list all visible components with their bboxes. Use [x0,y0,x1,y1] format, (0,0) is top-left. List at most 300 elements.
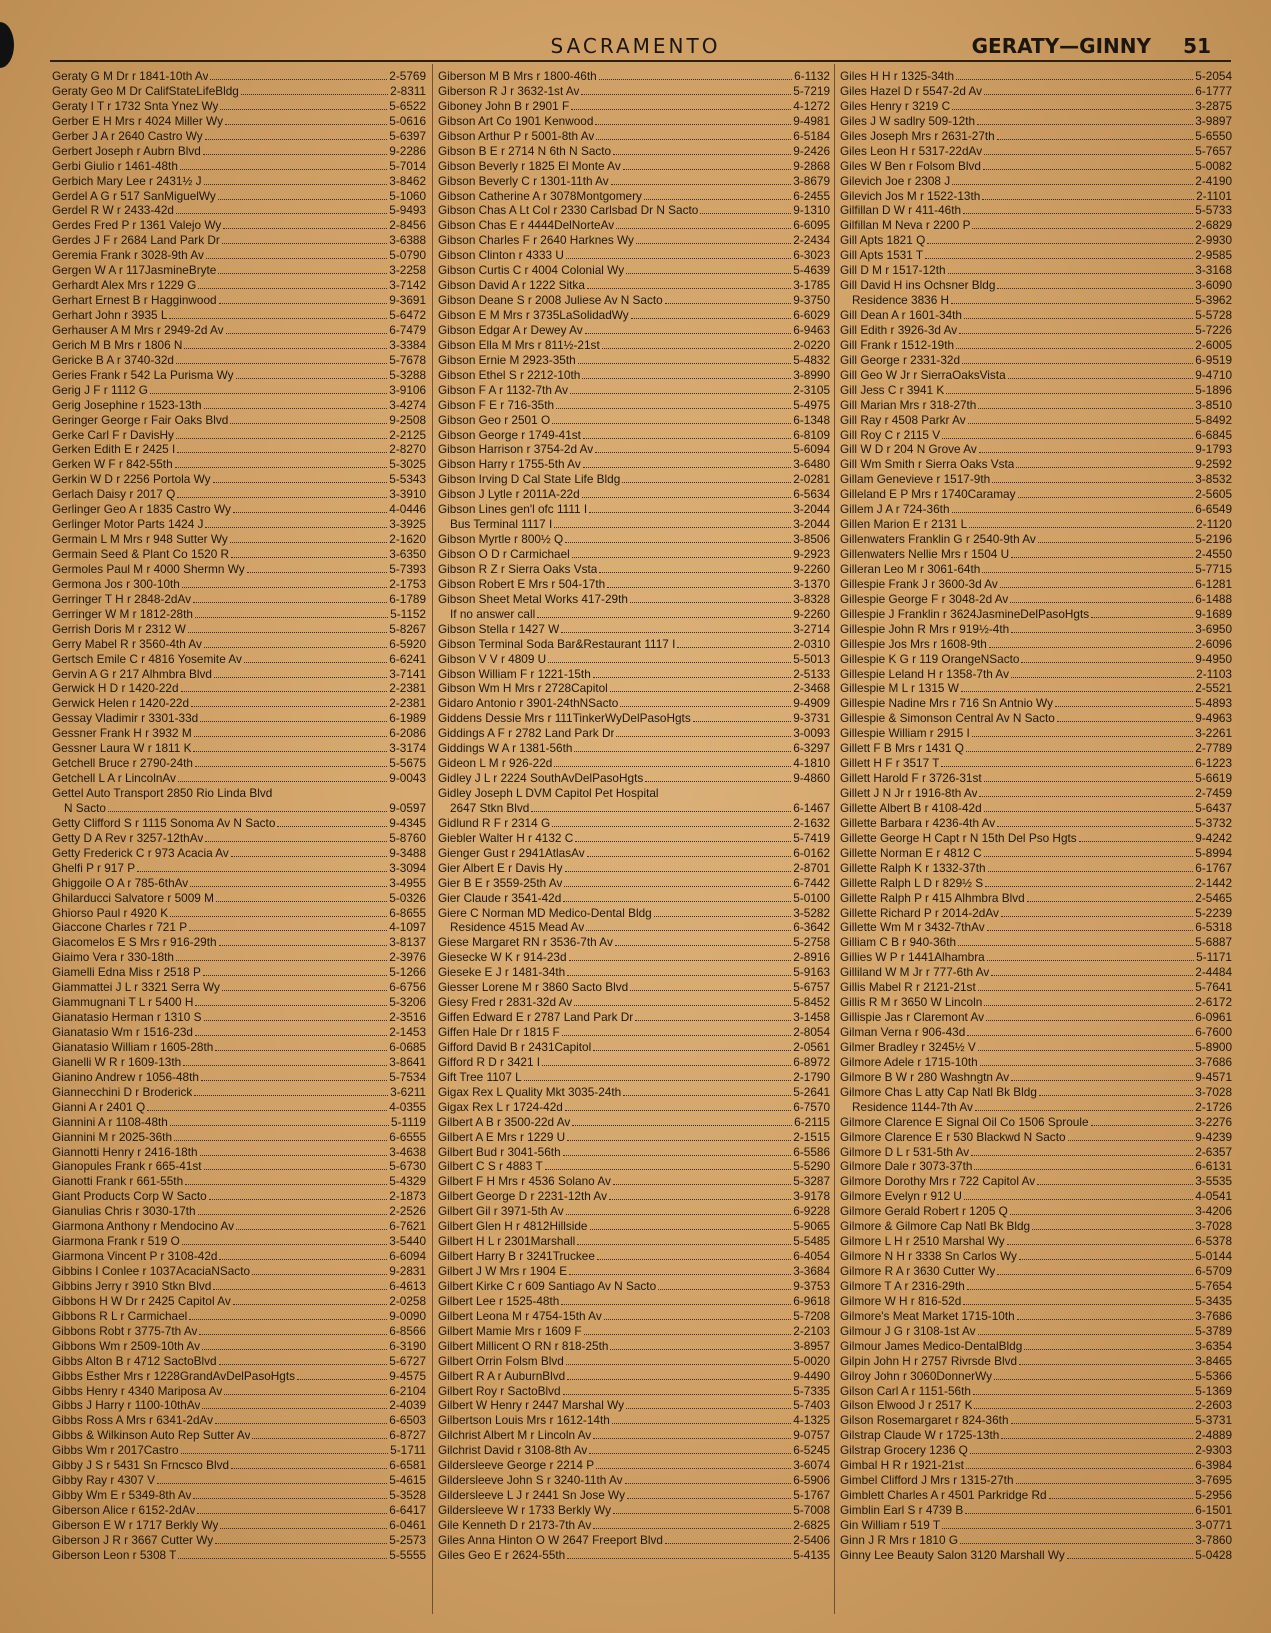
leader-dots [584,1334,792,1335]
leader-dots [231,557,387,558]
listing-entry [438,353,830,368]
listing-entry [52,1055,426,1070]
phone-number: 3-6388 [389,233,426,248]
listing-name: Gildersleeve John S r 3240-11th Av [438,1473,623,1488]
leader-dots [1010,1214,1193,1215]
listing-name: Gianni A r 2401 Q [52,1099,146,1114]
listing-name: Gillen Marion E r 2131 L [840,517,968,532]
phone-number: 6-6549 [1195,502,1232,517]
listing-entry [438,846,830,861]
phone-number: 2-7459 [1195,786,1232,800]
phone-number: 4-1272 [793,98,830,113]
phone-number: 2-6096 [1195,636,1232,651]
listing-entry [840,1055,1232,1070]
leader-dots [542,1065,791,1066]
phone-number: 3-9178 [793,1189,830,1204]
listing-name: Gill Jess C r 3941 K [840,382,945,397]
listing-entry [52,1384,426,1399]
listing-entry [438,1219,830,1234]
listing-entry [52,278,426,293]
phone-number: 5-6522 [389,98,426,113]
phone-number: 3-7686 [1195,1308,1232,1323]
listing-name: Gillenwaters Nellie Mrs r 1504 U [840,547,1010,561]
phone-number: 3-8990 [793,367,830,382]
phone-number: 5-0790 [389,248,426,263]
leader-dots [183,1065,387,1066]
phone-number: 2-1726 [1195,1099,1232,1114]
listing-name: Gibbs Ross A Mrs r 6341-2dAv [52,1413,214,1428]
leader-dots [236,378,388,379]
leader-dots [956,79,1193,80]
listing-name: Gibson Ella M Mrs r 811½-21st [438,337,600,352]
listing-entry [438,189,830,204]
listing-entry [840,1279,1232,1294]
leader-dots [204,184,388,185]
leader-dots [174,1140,387,1141]
listing-entry [438,114,830,129]
listing-entry [438,69,830,84]
listing-entry [52,353,426,368]
phone-number: 5-0616 [389,113,426,128]
listing-name: Gilbert Roy r SactoBlvd [438,1383,561,1398]
leader-dots [626,1408,791,1409]
listing-name: Gibson F A r 1132-7th Av [438,382,569,397]
listing-name: Gilbert J W Mrs r 1904 E [438,1264,568,1278]
listing-entry [52,84,426,99]
leader-dots [190,886,387,887]
leader-dots [962,363,1193,364]
leader-dots [970,1453,1193,1454]
listing-entry [438,1428,830,1443]
listing-entry [438,696,830,711]
leader-dots [180,169,387,170]
listing-name: Residence 3836 H [852,293,950,308]
listing-name: Giddens Dessie Mrs r 111TinkerWyDelPasoHgts [438,711,691,726]
listing-entry [52,338,426,353]
phone-number: 3-3168 [1195,263,1232,278]
leader-dots [960,1543,1193,1544]
phone-number: 5-7534 [389,1069,426,1084]
listing-entry [52,1264,426,1279]
listing-entry [840,891,1232,906]
phone-number: 6-2455 [793,188,830,203]
listing-entry [52,1025,426,1040]
listing-entry [840,1234,1232,1249]
phone-number: 6-3190 [389,1338,426,1353]
listing-name: Gilmore Dorothy Mrs r 722 Capitol Av [840,1174,1036,1189]
phone-number: 9-2831 [389,1264,426,1278]
phone-number: 2-9930 [1195,233,1232,248]
listing-name: Gilmore & Gilmore Cap Natl Bk Bldg [840,1219,1031,1234]
leader-dots [942,1528,1193,1529]
leader-dots [537,617,791,618]
leader-dots [1038,542,1193,543]
leader-dots [219,1259,387,1260]
listing-name: Geremia Frank r 3028-9th Av [52,248,204,263]
leader-dots [593,1528,791,1529]
leader-dots [184,348,387,349]
leader-dots [108,811,387,812]
listing-entry [52,1145,426,1160]
leader-dots [984,154,1193,155]
listing-name: Giberson R J r 3632-1st Av [438,83,580,98]
listing-entry [840,681,1232,696]
phone-number: 5-8760 [389,830,426,845]
listing-entry [52,1279,426,1294]
listing-name: Gerken Edith E r 2425 I [52,442,176,457]
phone-number: 5-4615 [389,1473,426,1488]
listing-entry [52,1533,426,1548]
phone-number: 9-2286 [389,143,426,158]
listing-entry [438,1100,830,1115]
leader-dots [193,751,387,752]
listing-name: Gibson Ethel S r 2212-10th [438,367,581,382]
listing-name: Gimblin Earl S r 4739 B [840,1503,964,1517]
listing-entry [840,1488,1232,1503]
listing-entry [52,442,426,457]
leader-dots [218,199,387,200]
phone-number: 6-1348 [793,412,830,427]
leader-dots [571,109,791,110]
leader-dots [665,1543,791,1544]
phone-number: 3-6074 [793,1458,830,1473]
phone-number: 5-0082 [1195,158,1232,173]
leader-dots [205,527,387,528]
leader-dots [980,1065,1194,1066]
listing-entry [52,517,426,532]
leader-dots [147,1110,387,1111]
leader-dots [992,482,1193,483]
listing-entry [438,652,830,667]
listing-name: Gibson Ernie M 2923-35th [438,352,576,367]
phone-number: 9-1793 [1195,442,1232,457]
phone-number: 5-3287 [793,1174,830,1189]
phone-number: 2-2381 [389,696,426,711]
leader-dots [979,452,1193,453]
listing-entry [52,876,426,891]
leader-dots [157,1483,387,1484]
listing-entry [52,577,426,592]
phone-number: 9-4239 [1195,1129,1232,1144]
listing-name: Gibson O D r Carmichael [438,547,570,561]
phone-number: 6-8727 [389,1428,426,1443]
listing-entry [52,711,426,726]
listing-name: Gillespie Leland H r 1358-7th Av [840,666,1009,681]
phone-number: 2-7789 [1195,741,1232,756]
listing-name: Gianulias Chris r 3030-17th [52,1204,196,1219]
listing-entry [52,413,426,428]
listing-entry [438,532,830,547]
listing-entry [52,532,426,547]
leader-dots [1049,1498,1194,1499]
listing-name: Ginn J R Mrs r 1810 G [840,1532,959,1547]
phone-number: 2-2381 [389,681,426,696]
listing-entry [840,1369,1232,1384]
listing-entry [438,995,830,1010]
listing-name: Germoles Paul M r 4000 Shermn Wy [52,561,245,576]
listing-entry [840,1473,1232,1488]
phone-number: 3-6350 [389,547,426,561]
listing-entry [840,278,1232,293]
phone-number: 2-1790 [793,1069,830,1084]
leader-dots [216,901,387,902]
listing-entry [840,174,1232,189]
leader-dots [984,781,1194,782]
listing-name: Gibbs Alton B r 4712 SactoBlvd [52,1353,217,1368]
listing-entry [52,592,426,607]
listing-entry [840,398,1232,413]
listing-entry [52,233,426,248]
leader-dots [1067,1558,1193,1559]
listing-entry [438,1010,830,1025]
leader-dots [593,1050,791,1051]
phone-number: 2-6005 [1195,337,1232,352]
phone-number: 2-0281 [793,472,830,487]
leader-dots [1068,1140,1194,1141]
listing-entry [52,1085,426,1100]
header-rule [50,60,1231,62]
leader-dots [977,124,1193,125]
leader-dots [231,856,387,857]
listing-entry [438,1384,830,1399]
listing-entry [52,786,426,801]
phone-number: 6-1281 [1195,576,1232,591]
listing-entry [840,144,1232,159]
listing-entry [840,1025,1232,1040]
listing-name: Giaimo Vera r 330-18th [52,950,174,965]
listing-entry [52,1503,426,1518]
leader-dots [566,258,791,259]
listing-entry [840,1384,1232,1399]
leader-dots [552,826,791,827]
listing-name: Gessner Frank H r 3932 M [52,726,192,741]
leader-dots [176,438,387,439]
leader-dots [170,916,387,917]
phone-number: 3-1370 [793,576,830,591]
leader-dots [219,303,388,304]
leader-dots [176,213,387,214]
listing-entry [52,428,426,443]
listing-entry [438,1339,830,1354]
listing-name: Gibson Chas E r 4444DelNorteAv [438,218,615,233]
listing-entry [52,248,426,263]
leader-dots [572,557,791,558]
phone-number: 5-6094 [793,442,830,457]
listing-entry [840,577,1232,592]
listing-name: Gibbins I Conlee r 1037AcaciaNSacto [52,1264,251,1278]
phone-number: 9-0090 [389,1308,426,1323]
listing-name: Giannini M r 2025-36th [52,1129,173,1144]
listing-entry [840,846,1232,861]
phone-number: 5-1266 [389,965,426,980]
listing-entry [840,203,1232,218]
listing-entry [840,876,1232,891]
leader-dots [231,1468,387,1469]
listing-name: Gill Apts 1531 T [840,248,924,263]
listing-entry [840,726,1232,741]
leader-dots [987,960,1194,961]
phone-number: 6-1789 [389,591,426,606]
listing-entry [438,472,830,487]
phone-number: 9-4345 [389,815,426,830]
phone-number: 9-4710 [1195,367,1232,382]
listing-entry [840,69,1232,84]
leader-dots [1091,1125,1194,1126]
listing-name: Gilbert Gil r 3971-5th Av [438,1204,564,1219]
listing-entry [438,801,830,816]
listing-name: Gilbert Orrin Folsm Blvd [438,1353,564,1368]
listing-name: Gilpin John H r 2757 Rivrsde Blvd [840,1353,1018,1368]
phone-number: 5-5343 [389,472,426,487]
listing-name: Giles Leon H r 5317-22dAv [840,143,983,158]
listing-name: Gilmour J G r 3108-1st Av [840,1323,976,1338]
phone-number: 2-4190 [1195,173,1232,188]
listing-name: Residence 4515 Mead Av [450,920,585,935]
leader-dots [252,1438,387,1439]
listing-entry [52,1443,426,1458]
leader-dots [567,1140,791,1141]
listing-entry [840,1324,1232,1339]
listing-entry [438,338,830,353]
phone-number: 6-9519 [1195,352,1232,367]
leader-dots [636,243,791,244]
leader-dots [176,363,387,364]
listing-entry [840,189,1232,204]
leader-dots [1008,378,1194,379]
phone-number: 5-7335 [793,1383,830,1398]
leader-dots [545,1169,792,1170]
phone-number: 2-5465 [1195,890,1232,905]
listing-name: Gerdes Fred P r 1361 Valejo Wy [52,218,222,233]
listing-name: Gidlund R F r 2314 G [438,815,551,830]
leader-dots [233,1304,387,1305]
listing-entry [840,1174,1232,1189]
leader-dots [220,1528,387,1529]
leader-dots [193,602,387,603]
leader-dots [644,199,791,200]
listing-name: Gerhart John r 3935 L [52,308,168,322]
phone-number: 5-5013 [793,651,830,666]
phone-number: 6-9463 [793,322,830,337]
listing-name: Gillam Genevieve r 1517-9th [840,472,991,487]
listing-name: Gilbert Glen H r 4812Hillside [438,1219,588,1234]
listing-name: Gillett H F r 3517 T [840,756,940,771]
leader-dots [925,258,1193,259]
leader-dots [188,632,388,633]
listing-name: Gilbert Millicent O RN r 818-25th [438,1338,609,1353]
listing-entry [438,457,830,472]
listing-entry [840,1040,1232,1055]
listing-name: Gillette Ralph P r 415 Alhmbra Blvd [840,890,1025,905]
leader-dots [645,781,791,782]
listing-entry [438,174,830,189]
leader-dots [1001,1438,1193,1439]
listing-entry [438,159,830,174]
phone-number: 9-4981 [793,113,830,128]
leader-dots [189,1319,387,1320]
listing-entry [438,278,830,293]
listing-name: Gianopules Frank r 665-41st [52,1159,202,1174]
listing-entry [438,233,830,248]
leader-dots [626,273,791,274]
leader-dots [982,572,1193,573]
listing-name: Gerlach Daisy r 2017 Q [52,487,176,502]
phone-number: 5-1060 [389,188,426,203]
listing-entry [438,1413,830,1428]
leader-dots [577,1244,791,1245]
phone-number: 9-2508 [389,412,426,427]
leader-dots [625,1483,792,1484]
listing-entry [840,293,1232,308]
listing-name: Gillett F B Mrs r 1431 Q [840,741,964,756]
listing-name: Ghilarducci Salvatore r 5009 M [52,890,214,905]
phone-number: 5-0326 [389,890,426,905]
listing-entry [52,1219,426,1234]
listing-name: Gilbert R A r AuburnBlvd [438,1368,566,1383]
phone-number: 3-6950 [1195,621,1232,636]
listing-entry [438,667,830,682]
phone-number: 2-8054 [793,1025,830,1039]
phone-number: 5-6397 [389,128,426,143]
leader-dots [222,990,387,991]
listing-name: Geraty G M Dr r 1841-10th Av [52,69,209,83]
listing-entry [840,920,1232,935]
phone-number: 4-0446 [389,502,426,517]
phone-number: 3-8462 [389,173,426,188]
listing-entry [840,816,1232,831]
leader-dots [189,930,387,931]
leader-dots [611,184,792,185]
listing-entry [438,935,830,950]
listing-name: Gillespie J Franklin r 3624JasmineDelPasoHgts [840,606,1090,621]
phone-number: 6-8972 [793,1054,830,1069]
listing-entry [438,607,830,622]
listing-name: Gerig Josephine r 1523-13th [52,397,202,412]
listing-name: Giere C Norman MD Medico-Dental Bldg [438,905,652,920]
listing-entry [52,622,426,637]
listing-entry [438,622,830,637]
phone-number: 2-8311 [390,83,426,98]
leader-dots [585,333,792,334]
phone-number: 9-0043 [389,771,426,786]
phone-number: 6-3023 [793,248,830,263]
leader-dots [952,184,1193,185]
leader-dots [956,348,1193,349]
phone-number: 5-3528 [389,1488,426,1503]
leader-dots [170,1125,389,1126]
listing-name: Gianatasio William r 1605-28th [52,1039,214,1054]
listing-entry [438,756,830,771]
phone-number: 6-5906 [793,1473,830,1488]
phone-number: 2-6357 [1195,1144,1232,1159]
listing-name: Gibbs Wm r 2017Castro [52,1443,179,1458]
listing-name: Gerich M B Mrs r 1806 N [52,337,183,352]
phone-number: 6-1132 [794,69,830,83]
listing-entry [438,861,830,876]
phone-number: 3-3925 [389,517,426,532]
phone-number: 6-2104 [389,1383,426,1398]
listing-name: Giesser Lorene M r 3860 Sacto Blvd [438,980,629,995]
phone-number: 6-6095 [793,218,830,233]
phone-number: 6-6131 [1195,1159,1232,1174]
listing-entry [840,607,1232,622]
phone-number: 5-7393 [389,561,426,576]
phone-number: 2-2125 [389,427,426,442]
leader-dots [210,79,387,80]
phone-number: 3-4206 [1195,1204,1232,1219]
leader-dots [620,706,791,707]
phone-number: 3-7028 [1195,1219,1232,1234]
